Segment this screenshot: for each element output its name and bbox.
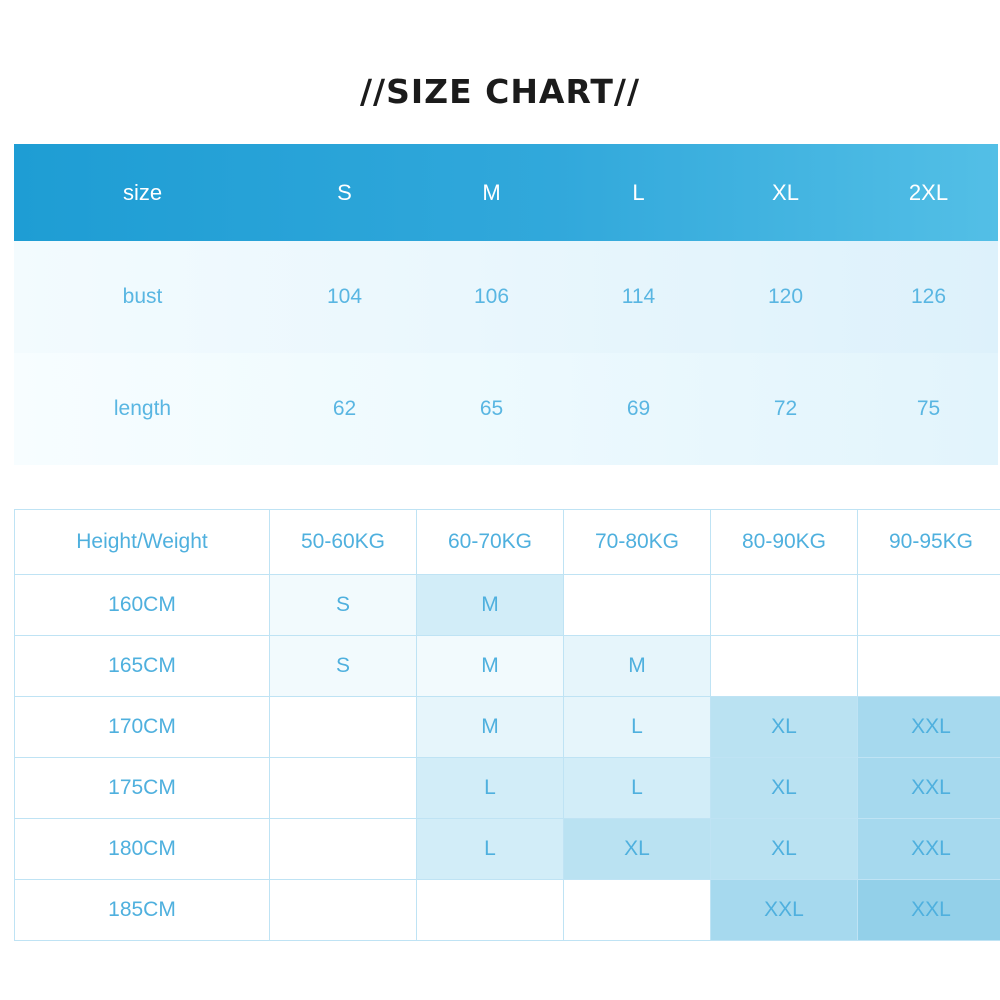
cell-bust-m: 106 <box>473 285 510 308</box>
cell-165cm-90-95kg <box>858 636 1000 697</box>
cell-185cm-90-95kg: XXL <box>858 880 1000 941</box>
header-cell-60-70kg: 60-70KG <box>417 510 564 575</box>
header-cell-80-90kg: 80-90KG <box>711 510 858 575</box>
recommendation-table <box>14 509 1000 941</box>
cell-160cm-70-80kg <box>564 575 711 636</box>
table-row <box>15 575 1000 636</box>
row-label-160cm: 160CM <box>15 575 270 636</box>
measurement-table <box>14 144 998 465</box>
cell-bust-s: 104 <box>326 285 363 308</box>
measurement-table-wrapper <box>14 144 986 465</box>
header-cell-m: M <box>482 179 501 205</box>
row-label-bust: bust <box>122 285 163 308</box>
cell-175cm-90-95kg: XXL <box>858 758 1000 819</box>
cell-length-xl: 72 <box>773 397 798 420</box>
cell-185cm-70-80kg <box>564 880 711 941</box>
cell-170cm-70-80kg: L <box>564 697 711 758</box>
cell-length-2xl: 75 <box>916 397 941 420</box>
cell-165cm-80-90kg <box>711 636 858 697</box>
header-cell-size: size <box>122 179 163 205</box>
row-label-175cm: 175CM <box>15 758 270 819</box>
cell-170cm-80-90kg: XL <box>711 697 858 758</box>
cell-185cm-60-70kg <box>417 880 564 941</box>
cell-180cm-70-80kg: XL <box>564 819 711 880</box>
row-label-180cm: 180CM <box>15 819 270 880</box>
page-title: //SIZE CHART// <box>359 72 641 111</box>
table-row <box>15 880 1000 941</box>
cell-length-l: 69 <box>626 397 651 420</box>
table-row <box>15 697 1000 758</box>
header-cell-s: S <box>337 179 352 205</box>
header-cell-height-weight: Height/Weight <box>15 510 270 575</box>
table-row <box>14 353 998 465</box>
cell-175cm-60-70kg: L <box>417 758 564 819</box>
table-row <box>15 758 1000 819</box>
cell-160cm-50-60kg: S <box>270 575 417 636</box>
cell-170cm-60-70kg: M <box>417 697 564 758</box>
cell-bust-l: 114 <box>621 285 656 308</box>
cell-bust-2xl: 126 <box>910 285 947 308</box>
cell-length-m: 65 <box>479 397 504 420</box>
row-label-length: length <box>113 397 172 420</box>
table-row <box>15 819 1000 880</box>
header-cell-70-80kg: 70-80KG <box>564 510 711 575</box>
cell-185cm-50-60kg <box>270 880 417 941</box>
cell-160cm-60-70kg: M <box>417 575 564 636</box>
cell-160cm-80-90kg <box>711 575 858 636</box>
header-cell-90-95kg: 90-95KG <box>858 510 1000 575</box>
cell-175cm-80-90kg: XL <box>711 758 858 819</box>
row-label-170cm: 170CM <box>15 697 270 758</box>
cell-175cm-50-60kg <box>270 758 417 819</box>
table-header-row <box>14 144 998 241</box>
cell-180cm-80-90kg: XL <box>711 819 858 880</box>
cell-180cm-90-95kg: XXL <box>858 819 1000 880</box>
row-label-185cm: 185CM <box>15 880 270 941</box>
row-label-165cm: 165CM <box>15 636 270 697</box>
header-cell-l: L <box>632 179 645 205</box>
cell-170cm-90-95kg: XXL <box>858 697 1000 758</box>
table-row <box>14 241 998 353</box>
recommendation-table-wrapper <box>14 509 986 941</box>
header-cell-2xl: 2XL <box>908 179 949 205</box>
cell-165cm-50-60kg: S <box>270 636 417 697</box>
cell-175cm-70-80kg: L <box>564 758 711 819</box>
header-cell-xl: XL <box>772 179 799 205</box>
cell-180cm-60-70kg: L <box>417 819 564 880</box>
cell-length-s: 62 <box>332 397 357 420</box>
cell-160cm-90-95kg <box>858 575 1000 636</box>
cell-bust-xl: 120 <box>767 285 804 308</box>
cell-165cm-60-70kg: M <box>417 636 564 697</box>
cell-180cm-50-60kg <box>270 819 417 880</box>
header-cell-50-60kg: 50-60KG <box>270 510 417 575</box>
cell-170cm-50-60kg <box>270 697 417 758</box>
cell-185cm-80-90kg: XXL <box>711 880 858 941</box>
table-row <box>15 636 1000 697</box>
cell-165cm-70-80kg: M <box>564 636 711 697</box>
table-header-row <box>15 510 1000 575</box>
